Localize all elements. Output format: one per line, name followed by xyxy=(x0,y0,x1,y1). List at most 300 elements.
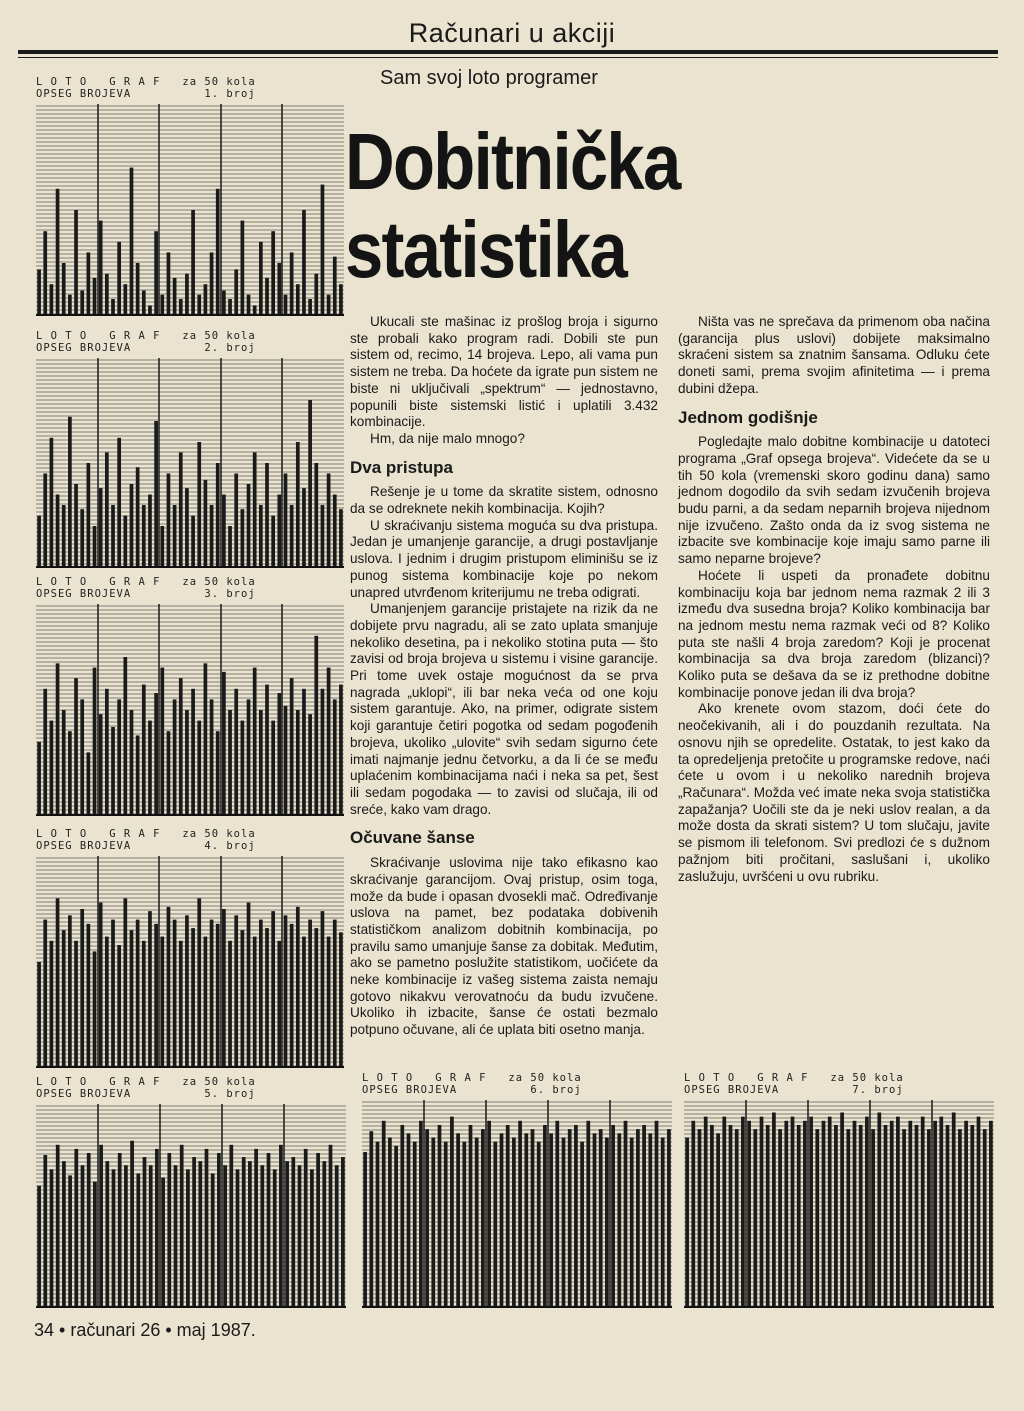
histogram-bar xyxy=(123,657,127,816)
histogram-bar xyxy=(222,909,226,1068)
paragraph: Umanjenjem garancije pristajete na rizik da ne dobijete prvu nagradu, ali se zato uplata smanjuje nekoliko desetina, pa i nekoliko stotina puta — što zavisi od broja brojeva u sistemu i visine garancije. Pri tome uvek ostaje mogućnost da se prva nagrada „uklopi“, ili bar neka veća od one koju sistem garantuje. Ako, na primer, odigrate sistem koji garantuje četiri pogotka od sedam pogođenih brojeva, ukoliko „ulovite“ svih sedam sigurno ćete imati najmanje jednu četvorku, a da li će se među uplaćenim kombinacijama naći i neka sa pet, šest ili sedam pogodaka — to zavisi od slučaja, ili od sreće, kako vam drago. xyxy=(350,601,658,817)
histogram-bar xyxy=(68,731,72,816)
histogram-bar xyxy=(277,693,281,816)
histogram-bar xyxy=(970,1125,974,1308)
histogram-bar xyxy=(277,495,281,569)
loto-graf-panel-7 xyxy=(684,1072,994,1308)
histogram-bar xyxy=(105,937,109,1068)
histogram-bar xyxy=(105,274,109,316)
histogram-bar xyxy=(167,1153,171,1308)
histogram-bar xyxy=(265,278,269,316)
histogram-bar xyxy=(56,1145,60,1308)
histogram-bar xyxy=(191,516,195,569)
histogram-bar xyxy=(341,1157,345,1308)
histogram-bar xyxy=(983,1129,987,1308)
header-rule-thin xyxy=(18,57,998,58)
histogram-bar xyxy=(124,1165,128,1308)
histogram-bar xyxy=(236,1169,240,1308)
histogram-bar xyxy=(450,1117,454,1308)
panel-title: L O T O G R A F za 50 kola xyxy=(684,1072,904,1084)
histogram-bar xyxy=(716,1133,720,1308)
histogram-bar xyxy=(308,299,312,316)
panel-chart xyxy=(36,1104,346,1308)
histogram-bar xyxy=(902,1129,906,1308)
histogram-bar xyxy=(271,231,275,316)
panel-subtitle: OPSEG BROJEVA 7. broj xyxy=(684,1084,904,1096)
histogram-bar xyxy=(80,909,84,1068)
histogram-bar xyxy=(327,668,331,816)
histogram-bar xyxy=(161,1177,165,1308)
histogram-bar xyxy=(298,1165,302,1308)
histogram-bar xyxy=(74,678,78,816)
histogram-bar xyxy=(105,453,109,569)
histogram-bar xyxy=(228,526,232,568)
histogram-bar xyxy=(506,1125,510,1308)
histogram-bar xyxy=(648,1133,652,1308)
histogram-bar xyxy=(197,295,201,316)
histogram-bar xyxy=(154,924,158,1068)
histogram-bar xyxy=(859,1125,863,1308)
histogram-bar xyxy=(562,1137,566,1308)
paragraph: Ako krenete ovom stazom, doći ćete do neočekivanih, ali i do pouzdanih rezultata. Na osnovu njih se opredelite. Ostatak, to jest kako da ta opredeljenja pretočite u programske redove, naći ćete u ovom i u nekoliko narednih brojeva „Računara“. Možda već imate neka svoja statistička zapažanja? Uočili ste da je neki uslov realan, a da može dosta da skrati sistem? U tom slučaju, javite se pismom ili telefonom. Svi predlozi će s dužnom pažnjom biti pročitani, saslušani i, ukoliko zaslužuju, uvršćeni u ovu rubriku. xyxy=(678,701,990,884)
histogram-bar xyxy=(228,710,232,816)
histogram-bar xyxy=(915,1125,919,1308)
histogram-bar xyxy=(512,1137,516,1308)
histogram-bar xyxy=(333,920,337,1068)
panel-title: L O T O G R A F za 50 kola xyxy=(362,1072,582,1084)
histogram-bar xyxy=(130,168,134,316)
paragraph: Hoćete li uspeti da pronađete dobitnu kombinaciju koja bar jednom nema razmak 2 ili 3 između dva susedna broja? Koliko kombinacija bar na jednom mestu nema razmak veći od 8? Koliko puta ste našli 4 broja zaredom? Koji je procenat kombinacija sa dva broja zaredom (blizanci)? Koliko puta se dešava da se iz prethodne dobitne kombinacije ponove jedan ili dva broja? xyxy=(678,567,990,700)
loto-graf-panel-5 xyxy=(36,1076,346,1308)
histogram-bar xyxy=(271,721,275,816)
histogram-bar xyxy=(247,903,251,1068)
histogram-bar xyxy=(180,1145,184,1308)
histogram-bar xyxy=(284,915,288,1068)
histogram-bar xyxy=(500,1133,504,1308)
panel-title: L O T O G R A F za 50 kola xyxy=(36,576,256,588)
histogram-bar xyxy=(388,1137,392,1308)
loto-graf-panel-4 xyxy=(36,828,344,1068)
histogram-bar xyxy=(321,911,325,1068)
histogram-bar xyxy=(43,231,47,316)
histogram-bar xyxy=(772,1112,776,1308)
histogram-bar xyxy=(216,924,220,1068)
histogram-bar xyxy=(37,1186,41,1308)
histogram-bar xyxy=(50,941,54,1068)
histogram-bar xyxy=(43,689,47,816)
histogram-bar xyxy=(87,924,91,1068)
histogram-bar xyxy=(335,1165,339,1308)
histogram-bar xyxy=(314,636,318,816)
histogram-bar xyxy=(204,284,208,316)
histogram-bar xyxy=(265,928,269,1068)
subheading-dva-pristupa: Dva pristupa xyxy=(350,457,453,477)
histogram-bar xyxy=(56,663,60,816)
histogram-bar xyxy=(111,727,115,816)
histogram-bar xyxy=(642,1125,646,1308)
histogram-bar xyxy=(302,488,306,568)
histogram-bar xyxy=(438,1125,442,1308)
histogram-bar xyxy=(376,1142,380,1308)
histogram-bar xyxy=(210,920,214,1068)
histogram-bar xyxy=(247,699,251,816)
histogram-svg xyxy=(36,104,344,316)
histogram-bar xyxy=(50,438,54,568)
panel-chart xyxy=(684,1100,994,1308)
histogram-bar xyxy=(316,1153,320,1308)
histogram-bar xyxy=(333,699,337,816)
histogram-bar xyxy=(555,1121,559,1308)
histogram-bar xyxy=(394,1146,398,1308)
histogram-bar xyxy=(217,1153,221,1308)
histogram-bar xyxy=(339,932,343,1068)
histogram-bar xyxy=(179,678,183,816)
histogram-bar xyxy=(80,291,84,316)
histogram-bar xyxy=(37,516,41,569)
histogram-bar xyxy=(267,1153,271,1308)
histogram-bar xyxy=(655,1121,659,1308)
histogram-bar xyxy=(43,474,47,569)
histogram-bar xyxy=(308,400,312,568)
histogram-bar xyxy=(977,1117,981,1308)
histogram-bar xyxy=(198,1161,202,1308)
histogram-bar xyxy=(87,1153,91,1308)
histogram-bar xyxy=(241,930,245,1068)
histogram-bar xyxy=(68,1175,72,1308)
histogram-bar xyxy=(43,1155,47,1308)
histogram-bar xyxy=(123,516,127,569)
histogram-bar xyxy=(173,505,177,568)
panel-chart xyxy=(36,856,344,1068)
paragraph: U skraćivanju sistema moguća su dva pristupa. Jedan je umanjenje garancije, a drugi postavljanje uslova. I jednim i drugim pristupom eliminišu se iz punog sistema kombinacije koje po nekom unapred utvrđenom kriterijumu ne treba odigrati. xyxy=(350,517,658,600)
histogram-bar xyxy=(191,689,195,816)
histogram-bar xyxy=(265,463,269,568)
histogram-bar xyxy=(822,1121,826,1308)
panel-subtitle: OPSEG BROJEVA 3. broj xyxy=(36,588,256,600)
histogram-bar xyxy=(518,1121,522,1308)
histogram-bar xyxy=(68,417,72,568)
article-kicker: Sam svoj loto programer xyxy=(380,67,598,89)
histogram-bar xyxy=(667,1129,671,1308)
histogram-bar xyxy=(444,1142,448,1308)
histogram-bar xyxy=(241,721,245,816)
histogram-bar xyxy=(179,299,183,316)
histogram-bar xyxy=(211,1173,215,1308)
histogram-bar xyxy=(142,291,146,316)
histogram-bar xyxy=(222,495,226,569)
histogram-bar xyxy=(179,941,183,1068)
histogram-bar xyxy=(698,1129,702,1308)
histogram-bar xyxy=(241,221,245,316)
histogram-bar xyxy=(37,742,41,816)
histogram-bar xyxy=(329,1145,333,1308)
histogram-bar xyxy=(853,1121,857,1308)
histogram-bar xyxy=(142,685,146,816)
histogram-bar xyxy=(242,1157,246,1308)
histogram-bar xyxy=(143,1157,147,1308)
histogram-bar xyxy=(815,1129,819,1308)
histogram-bar xyxy=(74,941,78,1068)
panel-subtitle: OPSEG BROJEVA 6. broj xyxy=(362,1084,582,1096)
histogram-bar xyxy=(155,1149,159,1308)
subheading-ocuvane-sanse: Očuvane šanse xyxy=(350,828,475,848)
histogram-bar xyxy=(117,945,121,1068)
histogram-bar xyxy=(253,453,257,569)
histogram-bar xyxy=(123,284,127,316)
histogram-bar xyxy=(167,474,171,569)
paragraph: Skraćivanje uslovima nije tako efikasno kao skraćivanje garancijom. Ovaj pristup, osim toga, može da bude i opasan dvosekli mač. Određivanje uslova na pamet, bez podataka dobivenih statističkom analizom dobitnih kombinacija, po pravilu samo umanjuje šanse za dobitak. Međutim, ako se pametno poslužite statistikom, uočićete da neke kombinacije iz vašeg sistema zaista nemaju gotovo nikakvu verovatnoću da budu izvučene. Ukoliko ih izbacite, šanse će ostati bezmalo potpuno očuvane, ali će uplata biti osetno manja. xyxy=(350,855,658,1038)
histogram-bar xyxy=(753,1129,757,1308)
histogram-bar xyxy=(210,505,214,568)
histogram-bar xyxy=(314,463,318,568)
histogram-bar xyxy=(921,1117,925,1308)
histogram-bar xyxy=(481,1129,485,1308)
histogram-bar xyxy=(265,685,269,816)
histogram-bar xyxy=(123,898,127,1068)
histogram-bar xyxy=(952,1112,956,1308)
histogram-bar xyxy=(322,1161,326,1308)
histogram-bar xyxy=(339,284,343,316)
histogram-bar xyxy=(475,1137,479,1308)
histogram-bar xyxy=(50,721,54,816)
histogram-bar xyxy=(191,210,195,316)
histogram-bar xyxy=(617,1133,621,1308)
histogram-bar xyxy=(407,1133,411,1308)
histogram-bar xyxy=(834,1125,838,1308)
histogram-bar xyxy=(339,685,343,816)
loto-graf-panel-3 xyxy=(36,576,344,816)
histogram-bar xyxy=(549,1133,553,1308)
histogram-bar xyxy=(105,1161,109,1308)
histogram-bar xyxy=(228,299,232,316)
histogram-bar xyxy=(111,505,115,568)
histogram-bar xyxy=(296,442,300,568)
histogram-bar xyxy=(68,915,72,1068)
histogram-bar xyxy=(302,210,306,316)
histogram-bar xyxy=(747,1121,751,1308)
histogram-bar xyxy=(310,1169,314,1308)
histogram-bar xyxy=(62,263,66,316)
histogram-bar xyxy=(989,1121,993,1308)
loto-graf-panel-2 xyxy=(36,330,344,568)
histogram-bar xyxy=(247,295,251,316)
histogram-bar xyxy=(840,1112,844,1308)
histogram-bar xyxy=(586,1121,590,1308)
histogram-bar xyxy=(74,1149,78,1308)
panel-chart xyxy=(362,1100,672,1308)
histogram-bar xyxy=(62,710,66,816)
histogram-bar xyxy=(87,463,91,568)
histogram-bar xyxy=(273,1169,277,1308)
histogram-svg xyxy=(36,358,344,568)
headline-line-2: statistika xyxy=(345,205,627,294)
histogram-bar xyxy=(216,189,220,316)
histogram-bar xyxy=(148,495,152,569)
histogram-bar xyxy=(809,1117,813,1308)
histogram-bar xyxy=(890,1121,894,1308)
header-rule-thick xyxy=(18,50,998,54)
histogram-bar xyxy=(296,284,300,316)
histogram-bar xyxy=(148,911,152,1068)
histogram-bar xyxy=(167,907,171,1068)
histogram-bar xyxy=(99,903,103,1068)
histogram-bar xyxy=(803,1121,807,1308)
histogram-bar xyxy=(62,505,66,568)
panel-subtitle: OPSEG BROJEVA 5. broj xyxy=(36,1088,256,1100)
histogram-bar xyxy=(62,930,66,1068)
histogram-bar xyxy=(173,920,177,1068)
histogram-bar xyxy=(333,257,337,316)
panel-chart xyxy=(36,604,344,816)
histogram-bar xyxy=(285,1161,289,1308)
panel-chart xyxy=(36,104,344,316)
histogram-bar xyxy=(130,1141,134,1308)
histogram-bar xyxy=(302,937,306,1068)
histogram-bar xyxy=(192,1157,196,1308)
histogram-bar xyxy=(173,278,177,316)
paragraph: Ukucali ste mašinac iz prošlog broja i sigurno ste probali kako program radi. Dobili ste pun sistem od, recimo, 14 brojeva. Lepo, ali vama pun sistem ne treba. Da hoćete da igrate pun sistem ne biste ni uključivali „spektrum“ — jednostavno, popunili biste sistemski listić i uplatili 3.432 kombinacije. xyxy=(350,314,658,430)
section-title: Računari u akciji xyxy=(408,18,616,48)
histogram-bar xyxy=(568,1129,572,1308)
histogram-bar xyxy=(174,1165,178,1308)
histogram-bar xyxy=(524,1133,528,1308)
histogram-bar xyxy=(117,699,121,816)
histogram-bar xyxy=(766,1125,770,1308)
histogram-bar xyxy=(111,920,115,1068)
histogram-bar xyxy=(431,1137,435,1308)
histogram-bar xyxy=(228,941,232,1068)
histogram-bar xyxy=(148,721,152,816)
headline-line-1: Dobitnička xyxy=(345,117,680,206)
histogram-svg xyxy=(36,1104,346,1308)
histogram-bar xyxy=(37,962,41,1068)
histogram-bar xyxy=(704,1117,708,1308)
histogram-bar xyxy=(469,1125,473,1308)
histogram-bar xyxy=(149,1165,153,1308)
histogram-bar xyxy=(93,951,97,1068)
histogram-bar xyxy=(142,505,146,568)
histogram-bar xyxy=(710,1125,714,1308)
paragraph: Pogledajte malo dobitne kombinacije u datoteci programa „Graf opsega brojeva“. Videćete da se u tih 50 kola (vremenski skoro godinu dana) samo jednom dogodilo da svih sedam izvučenih brojeva budu parni, a da sedam neparnih brojeva nijednom nije izvučeno. Zašto onda da iz svog sistema ne izbacite sve kombinacije koje imaju samo parne ili samo neparne brojeve? xyxy=(678,434,990,567)
histogram-bar xyxy=(871,1129,875,1308)
histogram-bar xyxy=(204,480,208,568)
histogram-bar xyxy=(136,1173,140,1308)
histogram-bar xyxy=(93,526,97,568)
histogram-bar xyxy=(56,495,60,569)
histogram-bar xyxy=(333,495,337,569)
histogram-bar xyxy=(791,1117,795,1308)
histogram-bar xyxy=(760,1117,764,1308)
histogram-bar xyxy=(304,1149,308,1308)
histogram-bar xyxy=(205,1149,209,1308)
histogram-bar xyxy=(210,699,214,816)
histogram-bar xyxy=(111,299,115,316)
histogram-bar xyxy=(254,1149,258,1308)
histogram-bar xyxy=(154,693,158,816)
histogram-bar xyxy=(277,941,281,1068)
histogram-bar xyxy=(93,668,97,816)
histogram-bar xyxy=(828,1117,832,1308)
histogram-bar xyxy=(933,1121,937,1308)
histogram-bar xyxy=(81,1165,85,1308)
histogram-bar xyxy=(327,474,331,569)
histogram-bar xyxy=(661,1137,665,1308)
histogram-bar xyxy=(413,1142,417,1308)
histogram-bar xyxy=(927,1129,931,1308)
histogram-bar xyxy=(136,263,140,316)
histogram-svg xyxy=(684,1100,994,1308)
histogram-bar xyxy=(80,509,84,568)
histogram-bar xyxy=(80,699,84,816)
histogram-bar xyxy=(302,689,306,816)
histogram-bar xyxy=(419,1121,423,1308)
histogram-bar xyxy=(456,1133,460,1308)
histogram-bar xyxy=(50,1169,54,1308)
histogram-bar xyxy=(722,1117,726,1308)
histogram-bar xyxy=(74,210,78,316)
histogram-bar xyxy=(605,1137,609,1308)
histogram-bar xyxy=(173,699,177,816)
histogram-bar xyxy=(160,295,164,316)
histogram-bar xyxy=(964,1121,968,1308)
histogram-bar xyxy=(130,710,134,816)
histogram-bar xyxy=(99,221,103,316)
histogram-bar xyxy=(865,1117,869,1308)
histogram-bar xyxy=(685,1137,689,1308)
histogram-bar xyxy=(308,920,312,1068)
histogram-bar xyxy=(884,1125,888,1308)
histogram-bar xyxy=(284,474,288,569)
histogram-bar xyxy=(93,278,97,316)
histogram-bar xyxy=(99,1145,103,1308)
histogram-bar xyxy=(50,284,54,316)
histogram-bar xyxy=(216,463,220,568)
histogram-bar xyxy=(382,1121,386,1308)
histogram-bar xyxy=(154,421,158,568)
histogram-bar xyxy=(462,1142,466,1308)
histogram-bar xyxy=(154,231,158,316)
histogram-bar xyxy=(197,721,201,816)
histogram-bar xyxy=(105,689,109,816)
histogram-bar xyxy=(400,1125,404,1308)
histogram-bar xyxy=(574,1125,578,1308)
histogram-bar xyxy=(160,937,164,1068)
histogram-bar xyxy=(425,1129,429,1308)
histogram-bar xyxy=(117,438,121,568)
article-column-1 xyxy=(350,314,658,1039)
histogram-bar xyxy=(363,1152,367,1308)
paragraph: Ništa vas ne sprečava da primenom oba načina (garancija plus uslovi) dobijete maksimalno skraćeni sistem sa znatnim šansama. Odluku ćete doneti sami, prema svojim afinitetima — i prema dubini džepa. xyxy=(678,314,990,396)
histogram-bar xyxy=(234,689,238,816)
histogram-bar xyxy=(259,242,263,316)
histogram-bar xyxy=(327,937,331,1068)
histogram-bar xyxy=(99,714,103,816)
histogram-bar xyxy=(136,467,140,568)
histogram-bar xyxy=(234,915,238,1068)
histogram-bar xyxy=(259,710,263,816)
histogram-bar xyxy=(314,928,318,1068)
histogram-bar xyxy=(877,1112,881,1308)
histogram-bar xyxy=(846,1129,850,1308)
panel-subtitle: OPSEG BROJEVA 4. broj xyxy=(36,840,256,852)
histogram-bar xyxy=(291,1157,295,1308)
histogram-bar xyxy=(259,505,263,568)
article-column-2 xyxy=(678,314,990,885)
histogram-bar xyxy=(896,1117,900,1308)
histogram-bar xyxy=(87,252,91,316)
histogram-bar xyxy=(167,252,171,316)
histogram-bar xyxy=(99,488,103,568)
